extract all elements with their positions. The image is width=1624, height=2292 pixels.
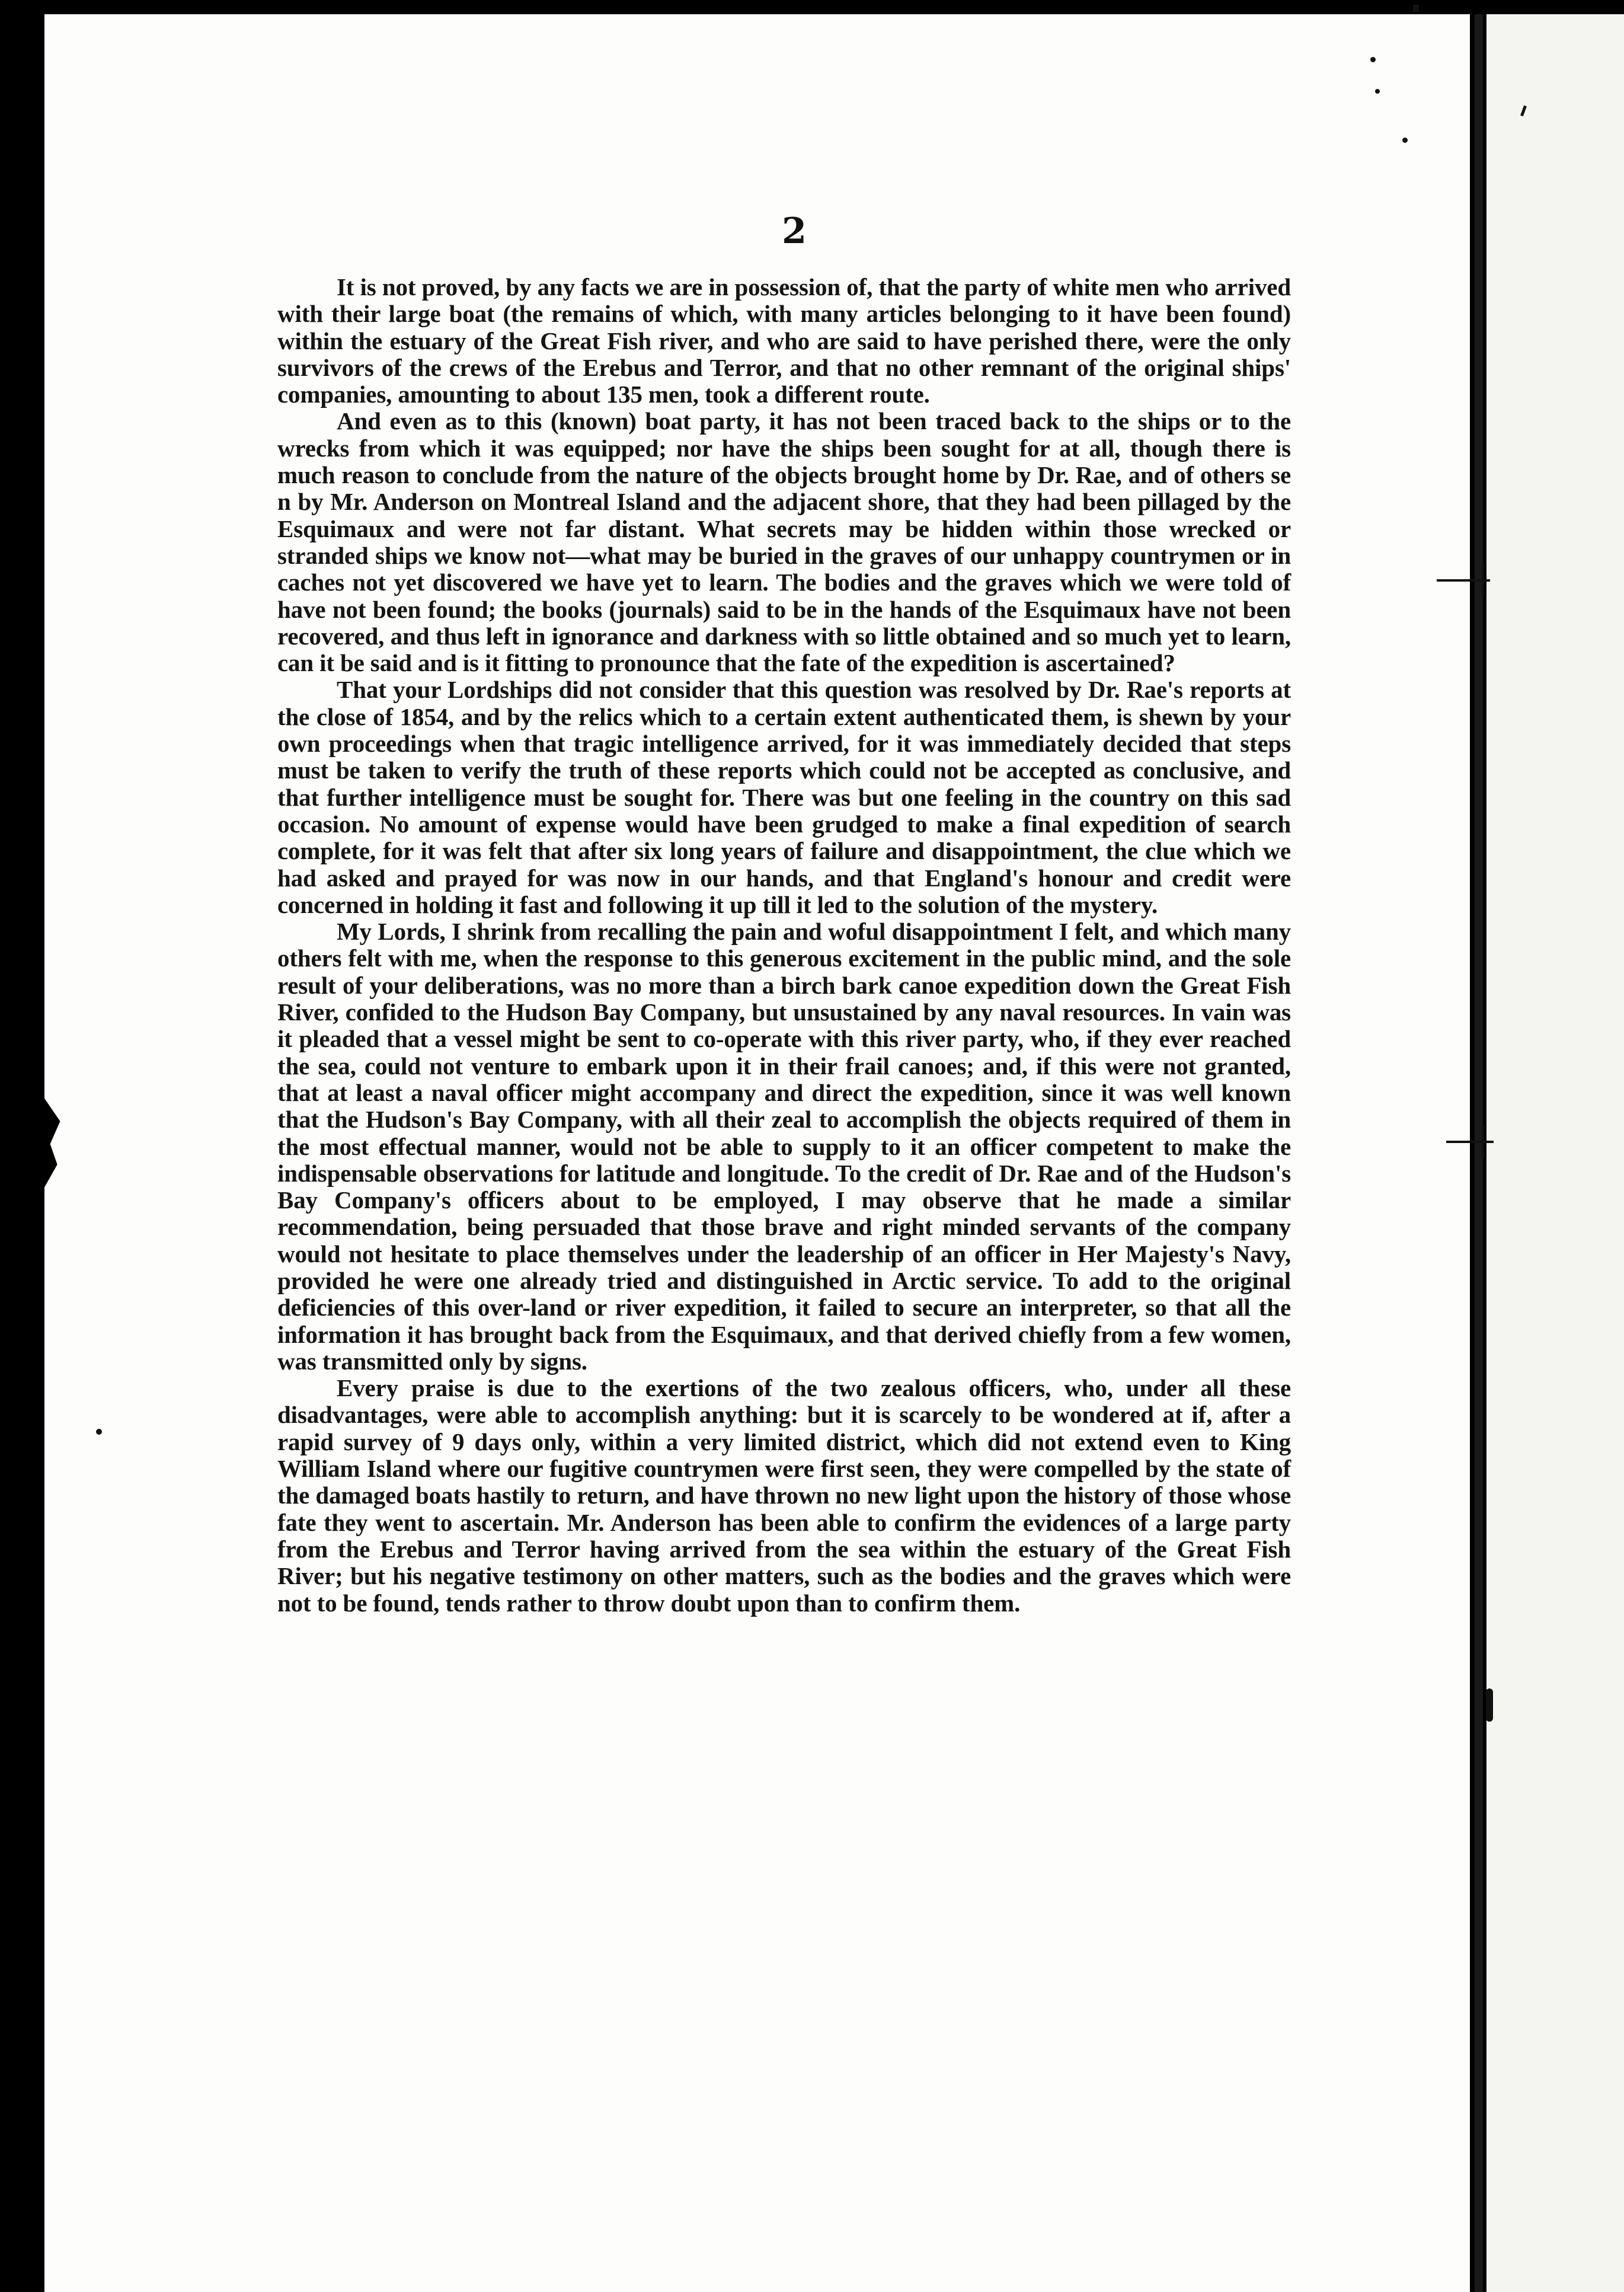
body-text	[277, 274, 1291, 1617]
registration-mark	[1482, 563, 1484, 596]
scan-speck	[1413, 5, 1419, 12]
paragraph: My Lords, I shrink from recalling the pain and woful disappointment I felt, and which many others felt with me, when the response to this generous excitement in the public mind, and the sole result of your deliberations, was no more than a birch bark canoe expedition down the Great Fish River, confided to the Hudson Bay Company, but unsustained by any naval resources. In vain was it pleaded that a vessel might be sent to co-operate with this river party, who, if they ever reached the sea, could not venture to embark upon it in their frail canoes; and, if this were not granted, that at least a naval officer might accompany and direct the expedition, since it was well known that the Hudson's Bay Company, with all their zeal to accomplish the objects required of them in the most effectual manner, would not be able to supply to it an officer competent to make the indispensable observations for latitude and longitude. To the credit of Dr. Rae and of the Hudson's Bay Company's officers about to be employed, I may observe that he made a similar recommendation, being persuaded that those brave and right minded servants of the company would not hesitate to place themselves under the leadership of an officer in Her Majesty's Navy, provided he were one already tried and distinguished in Arctic service. To add to the original deficiencies of this over-land or river expedition, it failed to secure an interpreter, so that all the information it has brought back from the Esquimaux, and that derived chiefly from a few women, was transmitted only by signs.	[277, 918, 1291, 1375]
paragraph: Every praise is due to the exertions of the two zealous officers, who, under all these disadvantages, were able to accomplish anything: but it is scarcely to be wondered at if, after a rapid survey of 9 days only, within a very limited district, which did not extend even to King William Island where our fugitive countrymen were first seen, they were compelled by the state of the damaged boats hastily to return, and have thrown no new light upon the history of those whose fate they went to ascertain. Mr. Anderson has been able to confirm the evidences of a large party from the Erebus and Terror having arrived from the sea within the estuary of the Great Fish River; but his negative testimony on other matters, such as the bodies and the graves which were not to be found, tends rather to throw doubt upon than to confirm them.	[277, 1374, 1291, 1617]
registration-mark	[1482, 1125, 1484, 1158]
page-number: 2	[782, 210, 807, 252]
scan-speck	[1402, 138, 1408, 143]
scan-speck	[1375, 89, 1380, 94]
paragraph: It is not proved, by any facts we are in possession of, that the party of white men who arrived with their large boat (the remains of which, with many articles belonging to it have been found) within the estuary of the Great Fish river, and who are said to have perished there, were the only survivors of the crews of the Erebus and Terror, and that no other remnant of the original ships' companies, amounting to about 135 men, took a different route.	[277, 273, 1291, 408]
registration-mark	[1446, 1141, 1494, 1143]
adjacent-page-edge	[1486, 14, 1624, 2292]
scan-speck	[1370, 57, 1376, 62]
paragraph: That your Lordships did not consider that this question was resolved by Dr. Rae's reports at the close of 1854, and by the relics which to a certain extent authenticated them, is shewn by your own proceedings when that tragic intelligence arrived, for it was immediately decided that steps must be taken to verify the truth of these reports which could not be accepted as conclusive, and that further intelligence must be sought for. There was but one feeling in the country on this sad occasion. No amount of expense would have been grudged to make a final expedition of search complete, for it was felt that after six long years of failure and disappointment, the clue which we had asked and prayed for was now in our hands, and that England's honour and credit were concerned in holding it fast and following it up till it led to the solution of the mystery.	[277, 676, 1291, 918]
scan-speck	[1486, 1688, 1493, 1722]
scan-speck	[96, 1429, 102, 1435]
paragraph: And even as to this (known) boat party, it has not been traced back to the ships or to the wrecks from which it was equipped; nor have the ships been sought for at all, though there is much reason to conclude from the nature of the objects brought home by Dr. Rae, and of others se n by Mr. Anderson on Montreal Island and the adjacent shore, that they had been pillaged by the Esquimaux and were not far distant. What secrets may be hidden within those wrecked or stranded ships we know not—what may be buried in the graves of our unhappy countrymen or in caches not yet discovered we have yet to learn. The bodies and the graves which we were told of have not been found; the books (journals) said to be in the hands of the Esquimaux have not been recovered, and thus left in ignorance and darkness with so little obtained and so much yet to learn, can it be said and is it fitting to pronounce that the fate of the expedition is ascertained?	[277, 407, 1291, 677]
